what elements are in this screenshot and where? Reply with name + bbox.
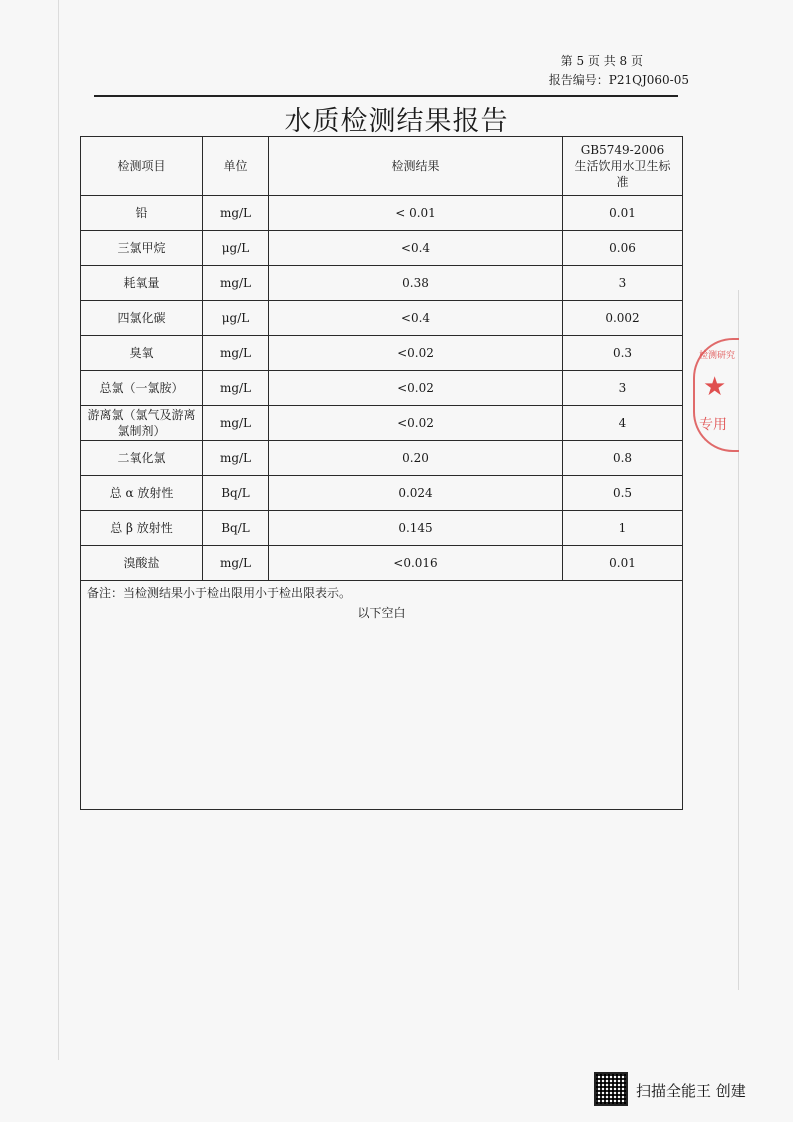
scanner-watermark: 扫描全能王 创建 — [636, 1082, 746, 1100]
cell-unit: μg/L — [203, 231, 269, 266]
cell-standard: 0.01 — [563, 546, 683, 581]
remark-cell — [81, 581, 683, 810]
table-row — [81, 231, 683, 266]
cell-standard: 0.06 — [563, 231, 683, 266]
cell-unit: Bq/L — [203, 511, 269, 546]
cell-unit: mg/L — [203, 336, 269, 371]
cell-item: 总氯（一氯胺） — [81, 371, 203, 406]
cell-unit: mg/L — [203, 441, 269, 476]
cell-item: 总 α 放射性 — [81, 476, 203, 511]
table-row — [81, 371, 683, 406]
table-row — [81, 196, 683, 231]
cell-unit: mg/L — [203, 266, 269, 301]
cell-item: 游离氯（氯气及游离氯制剂） — [81, 406, 203, 441]
table-row — [81, 301, 683, 336]
column-header-item: 检测项目 — [81, 137, 203, 196]
cell-unit: mg/L — [203, 546, 269, 581]
cell-standard: 0.01 — [563, 196, 683, 231]
cell-unit: mg/L — [203, 371, 269, 406]
table-row — [81, 476, 683, 511]
table-row — [81, 546, 683, 581]
cell-result: <0.02 — [269, 406, 563, 441]
report-number: 报告编号：P21QJ060-05 — [548, 73, 689, 87]
header-rule — [94, 95, 678, 97]
cell-standard: 0.3 — [563, 336, 683, 371]
cell-result: 0.024 — [269, 476, 563, 511]
cell-standard: 0.002 — [563, 301, 683, 336]
cell-unit: mg/L — [203, 196, 269, 231]
table-row — [81, 406, 683, 441]
cell-result: <0.016 — [269, 546, 563, 581]
cell-item: 铅 — [81, 196, 203, 231]
star-icon: ★ — [703, 372, 727, 402]
seal-bottom-text: 专用 — [699, 417, 727, 433]
table-row — [81, 441, 683, 476]
table-row — [81, 336, 683, 371]
cell-item: 二氧化氯 — [81, 441, 203, 476]
remark-row — [81, 581, 683, 810]
cell-unit: Bq/L — [203, 476, 269, 511]
column-header-result: 检测结果 — [269, 137, 563, 196]
cell-result: <0.4 — [269, 231, 563, 266]
cell-item: 臭氧 — [81, 336, 203, 371]
cell-item: 耗氧量 — [81, 266, 203, 301]
page-info — [548, 52, 689, 87]
cell-result: 0.38 — [269, 266, 563, 301]
cell-item: 溴酸盐 — [81, 546, 203, 581]
cell-item: 四氯化碳 — [81, 301, 203, 336]
table-header-row — [81, 137, 683, 196]
cell-result: < 0.01 — [269, 196, 563, 231]
page-title: 水质检测结果报告 — [284, 106, 509, 137]
cell-result: 0.20 — [269, 441, 563, 476]
cell-result: <0.02 — [269, 336, 563, 371]
column-header-unit: 单位 — [203, 137, 269, 196]
table-row — [81, 511, 683, 546]
results-table — [80, 136, 683, 810]
cell-unit: μg/L — [203, 301, 269, 336]
seal-top-text: 检测研究 — [699, 351, 736, 361]
cell-standard: 0.5 — [563, 476, 683, 511]
blank-note: 以下空白 — [357, 606, 406, 620]
official-seal — [693, 338, 739, 452]
cell-result: <0.4 — [269, 301, 563, 336]
cell-unit: mg/L — [203, 406, 269, 441]
cell-standard: 3 — [563, 371, 683, 406]
cell-item: 三氯甲烷 — [81, 231, 203, 266]
page-edge — [58, 0, 59, 1060]
cell-standard: 4 — [563, 406, 683, 441]
cell-standard: 0.8 — [563, 441, 683, 476]
cell-item: 总 β 放射性 — [81, 511, 203, 546]
cell-standard: 1 — [563, 511, 683, 546]
qr-code-icon — [594, 1072, 628, 1106]
page-number: 第 5 页 共 8 页 — [560, 54, 643, 68]
cell-standard: 3 — [563, 266, 683, 301]
cell-result: <0.02 — [269, 371, 563, 406]
column-header-standard: GB5749-2006 生活饮用水卫生标准 — [563, 137, 683, 196]
cell-result: 0.145 — [269, 511, 563, 546]
table-row — [81, 266, 683, 301]
remark-text: 备注：当检测结果小于检出限用小于检出限表示。 — [87, 586, 352, 600]
